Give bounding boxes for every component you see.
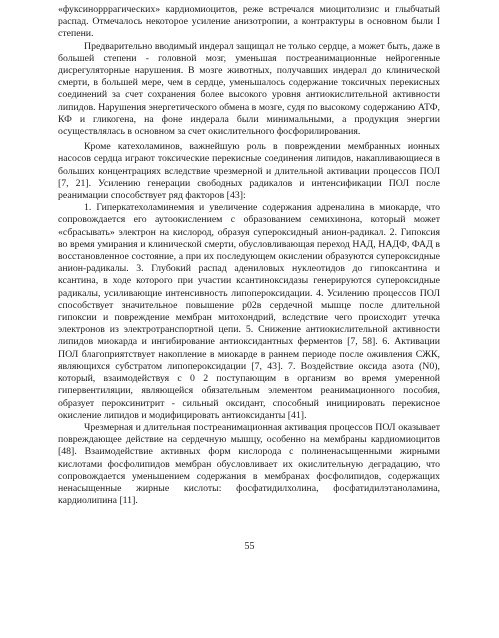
paragraph-lipid-peroxidation: Чрезмерная и длительная постреанимационная активация процессов ПОЛ оказывает повреждающее действие на сердечную мышцу, особенно на мембраны кардиомиоцитов [48]. Взаимодействие активных форм кислорода с полиненасыщенными жирными кислотами фосфолипидов мембран обусловливает их окислительную деградацию, что сопровождается уменьшением содержания в мембранах фосфолипидов, содержащих ненасыщенные жирные кислоты: фосфатидилхолина, фосфатидилэтаноламина, кардиолипина [11]. xyxy=(58,421,440,507)
paragraph-inderal: Предварительно вводимый индерал защищал не только сердце, а может быть, даже в большей степени - головной мозг, уменьшая постреанимационные нейрогенные дисрегуляторные нарушения. В мозге животных, получавших индерал до клинической смерти, в большей мере, чем в сердце, уменьшалось содержание токсичных перекисных соединений за счет сохранения более высокого уровня антиокислительной активности липидов. Нарушения энергетического обмена в мозге, судя по высокому содержанию АТФ, КФ и гликогена, на фоне индерала были минимальными, а продукция энергии осуществлялась в основном за счет окислительного фосфорилирования. xyxy=(58,40,440,138)
paragraph-factors-list: 1. Гиперкатехоламинемия и увеличение содержания адреналина в миокарде, что сопровождается его аутоокислением с образованием семихинона, который может «сбрасывать» электрон на кислород, образуя супероксидный анион-радикал. 2. Гипоксия во время умирания и клинической смерти, обусловливающая переход НАД, НАДФ, ФАД в восстановленное состояние, а при их последующем окислении образуются супероксидные анион-радикалы. 3. Глубокий распад адениловых нуклеотидов до гипоксантина и ксантина, в ходе которого при участии ксантиноксидазы генерируются супероксидные радикалы, усиливающие интенсивность липопероксидации. 4. Усилению процессов ПОЛ способствует значительное повышение р02в сердечной мышце после длительной гипоксии и повреждение мембран митохондрий, вследствие чего происходит утечка электронов из электротранспортной цепи. 5. Снижение антиокислительной активности липидов миокарда и ингибирование антиоксидантных ферментов [7, 58]. 6. Активации ПОЛ благоприятствует накопление в миокарде в раннем периоде после оживления СЖК, являющихся субстратом липопероксидации [7, 43]. 7. Воздействие оксида азота (N0), который, взаимодействуя с 0 2 поступающим в организм во время умеренной гипервентиляции, являющейся обязательным элементом реанимационного пособия, образует пероксинитрит - сильный оксидант, способный инициировать перекисное окисление липидов и модифицировать антиоксиданты [41]. xyxy=(58,202,440,421)
document-body xyxy=(58,4,440,507)
paragraph-continuation: «фуксинорррагических» кардиомиоцитов, реже встречался миоцитолизис и глыбчатый распад. Отмечалось некоторое усиление анизотропии, а контрактуры в основном были I степени. xyxy=(58,4,440,40)
paragraph-catecholamines: Кроме катехоламинов, важнейшую роль в повреждении мембранных ионных насосов сердца играют токсические перекисные соединения липидов, накапливающиеся в больших концентрациях вследствие чрезмерной и длительной активации процессов ПОЛ [7, 21]. Усилению генерации свободных радикалов и интенсификации ПОЛ после реанимации способствует ряд факторов [43]: xyxy=(58,141,440,202)
page-number: 55 xyxy=(244,541,255,552)
